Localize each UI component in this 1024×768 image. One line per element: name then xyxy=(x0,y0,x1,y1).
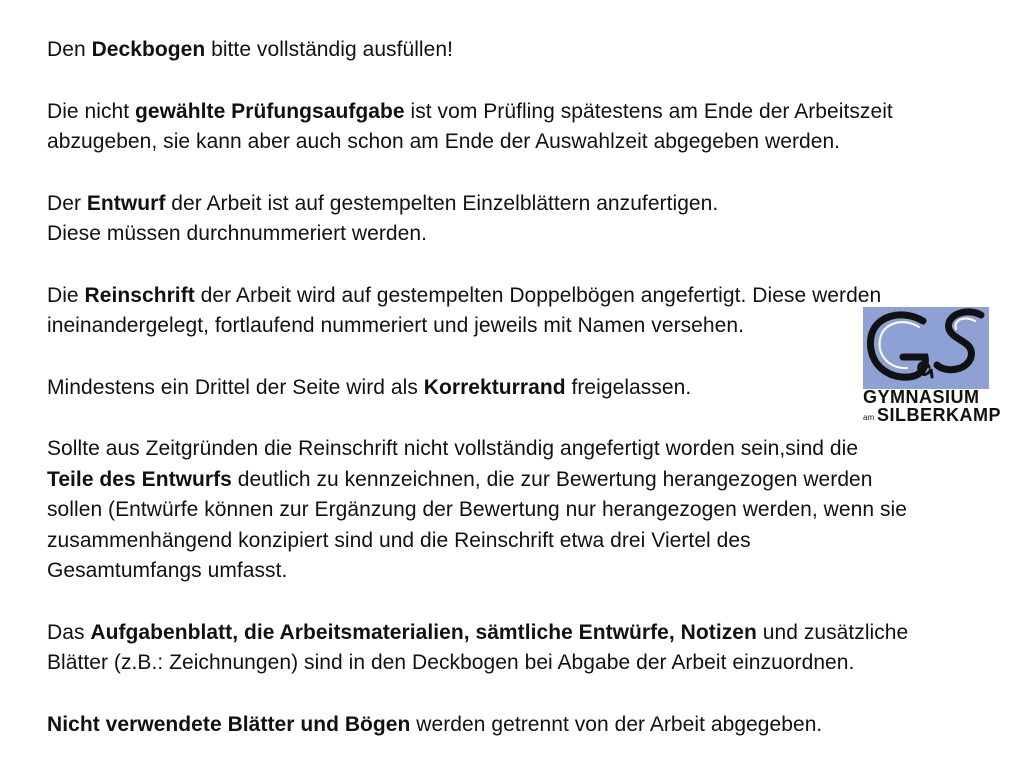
text-segment: der Arbeit ist auf gestempelten Einzelblättern anzufertigen. xyxy=(165,191,719,215)
text-segment: und zusätzliche xyxy=(756,620,909,644)
bold-text: Teile des Entwurfs xyxy=(47,467,232,491)
text-segment: Blätter (z.B.: Zeichnungen) sind in den Deckbogen bei Abgabe der Arbeit einzuordnen. xyxy=(47,651,855,674)
text-line xyxy=(47,98,893,126)
text-segment: Sollte aus Zeitgründen die Reinschrift nicht vollständig angefertigt worden sein,sind die xyxy=(47,437,859,460)
logo-school-name: GYMNASIUM xyxy=(863,387,980,407)
text-line xyxy=(47,466,873,494)
bold-text: Reinschrift xyxy=(84,283,195,307)
text-segment: sollen (Entwürfe können zur Ergänzung der Bewertung nur herangezogen werden, wenn sie xyxy=(47,498,907,521)
text-line xyxy=(47,312,744,340)
text-segment: Die nicht xyxy=(47,99,136,123)
text-segment: zusammenhängend konzipiert sind und die Reinschrift etwa drei Viertel des xyxy=(47,528,751,552)
logo-emblem xyxy=(863,307,989,389)
text-segment: deutlich zu kennzeichnen, die zur Bewertung herangezogen werden xyxy=(231,467,873,491)
bold-text: Korrekturrand xyxy=(423,375,566,399)
logo-am-label: am xyxy=(863,413,875,422)
text-line xyxy=(47,374,691,402)
text-line xyxy=(47,128,840,156)
text-line xyxy=(47,220,427,248)
text-segment: Mindestens ein Drittel der Seite wird als xyxy=(47,375,424,399)
text-line xyxy=(47,190,718,218)
text-segment: Der xyxy=(47,191,87,215)
text-line xyxy=(47,557,287,585)
text-segment: Diese müssen durchnummeriert werden. xyxy=(47,222,427,245)
gas-monogram-icon xyxy=(863,307,989,389)
text-segment: freigelassen. xyxy=(565,375,692,399)
text-line xyxy=(47,619,908,647)
text-segment: abzugeben, sie kann aber auch schon am Ende der Auswahlzeit abgegeben werden. xyxy=(47,130,841,153)
text-segment: Gesamtumfangs umfasst. xyxy=(47,559,288,582)
bold-text: Nicht verwendete Blätter und Bögen xyxy=(47,712,411,736)
text-segment: werden getrennt von der Arbeit abgegeben. xyxy=(410,712,823,736)
bold-text: Entwurf xyxy=(86,191,166,215)
text-line xyxy=(47,496,907,524)
text-line xyxy=(47,649,854,677)
text-segment: Das xyxy=(47,620,91,644)
text-segment: der Arbeit wird auf gestempelten Doppelbögen angefertigt. Diese werden xyxy=(194,283,882,307)
text-segment: bitte vollständig ausfüllen! xyxy=(205,38,453,61)
logo-street-name: SILBERKAMP xyxy=(877,405,1002,425)
text-line xyxy=(47,711,822,739)
text-segment: Den xyxy=(47,38,92,61)
bold-text: Aufgabenblatt, die Arbeitsmaterialien, sämtliche Entwürfe, Notizen xyxy=(90,620,757,644)
text-line xyxy=(47,527,751,555)
text-segment: ineinandergelegt, fortlaufend nummeriert und jeweils mit Namen versehen. xyxy=(47,314,744,337)
text-segment: Die xyxy=(47,283,85,307)
text-line xyxy=(47,36,453,64)
bold-text: gewählte Prüfungsaufgabe xyxy=(135,99,405,123)
text-line xyxy=(47,435,858,463)
bold-text: Deckbogen xyxy=(91,38,206,61)
text-line xyxy=(47,282,881,310)
school-logo xyxy=(857,301,1002,431)
text-segment: ist vom Prüfling spätestens am Ende der Arbeitszeit xyxy=(404,99,893,123)
